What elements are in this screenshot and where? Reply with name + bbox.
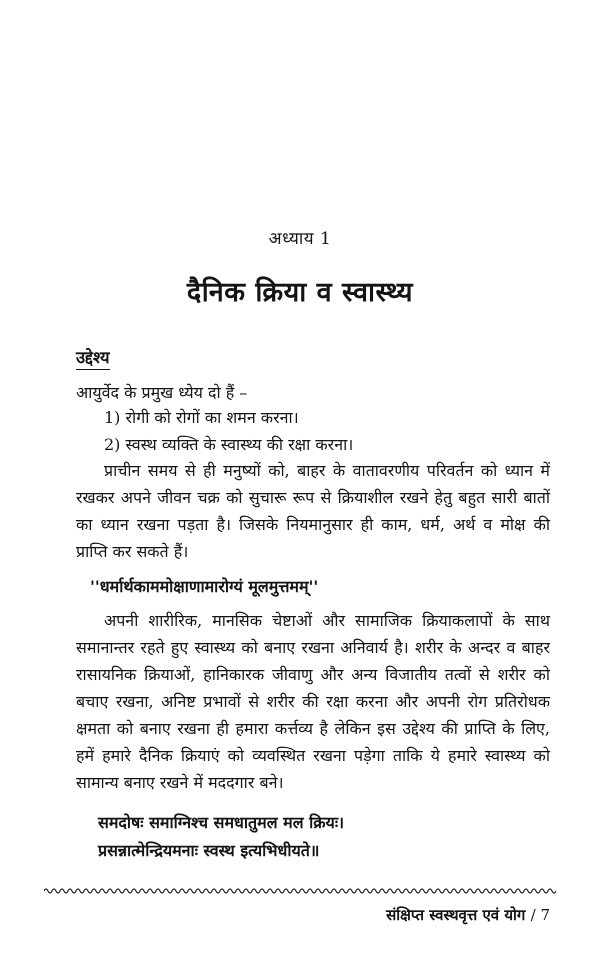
point-item: 1) रोगी को रोगों का शमन करना। [104,408,299,427]
verse-line: प्रसन्नात्मेन्द्रियमनाः स्वस्थ इत्यभिधीयते॥ [98,841,320,860]
section-heading: उद्देश्य [76,348,110,370]
chapter-number: अध्याय 1 [268,229,332,249]
paragraph-line: रासायनिक क्रियाओं, हानिकारक जीवाणु और अन्य विजातीय तत्वों से शरीर को [76,665,550,684]
paragraph-line: सामान्य बनाए रखने में मददगार बने। [76,773,284,792]
page-number: / 7 [530,906,550,924]
point-item: 2) स्वस्थ व्यक्ति के स्वास्थ्य की रक्षा करना। [104,435,354,454]
verse-line: समदोषः समाग्निश्च समधातुमल मल क्रियः। [98,813,345,832]
footer-book-title: संक्षिप्त स्वस्थवृत्त एवं योग [386,906,526,924]
paragraph-line: हमें हमारे दैनिक क्रियाएं को व्यवस्थित रखना पड़ेगा ताकि ये हमारे स्वास्थ्य को [76,746,550,765]
footer-wavy-rule [44,886,556,896]
chapter-title: दैनिक क्रिया व स्वास्थ्य [186,277,414,308]
paragraph-line: प्राचीन समय से ही मनुष्यों को, बाहर के वातावरणीय परिवर्तन को ध्यान में [104,461,550,480]
paragraph-line: का ध्यान रखना पड़ता है। जिसके नियमानुसार ही काम, धर्म, अर्थ व मोक्ष की [76,515,550,534]
paragraph-line: समानान्तर रहते हुए स्वास्थ्य को बनाए रखना अनिवार्य है। शरीर के अन्दर व बाहर [76,638,550,657]
paragraph-line: क्षमता को बनाए रखना ही हमारा कर्त्तव्य है लेकिन इस उद्देश्य की प्राप्ति के लिए, [76,719,550,738]
paragraph-line: बचाए रखना, अनिष्ट प्रभावों से शरीर की रक्षा करना और अपनी रोग प्रतिरोधक [76,692,550,711]
sanskrit-quote: ''धर्मार्थकाममोक्षाणामारोग्यं मूलमुत्तमम्'' [90,577,319,596]
page-footer [386,905,550,925]
paragraph-line: प्राप्ति कर सकते हैं। [76,542,189,561]
paragraph-line: रखकर अपने जीवन चक्र को सुचारू रूप से क्रियाशील रखने हेतु बहुत सारी बातों [76,488,550,507]
intro-line: आयुर्वेद के प्रमुख ध्येय दो हैं – [76,383,248,402]
paragraph-line: अपनी शारीरिक, मानसिक चेष्टाओं और सामाजिक क्रियाकलापों के साथ [104,611,550,630]
